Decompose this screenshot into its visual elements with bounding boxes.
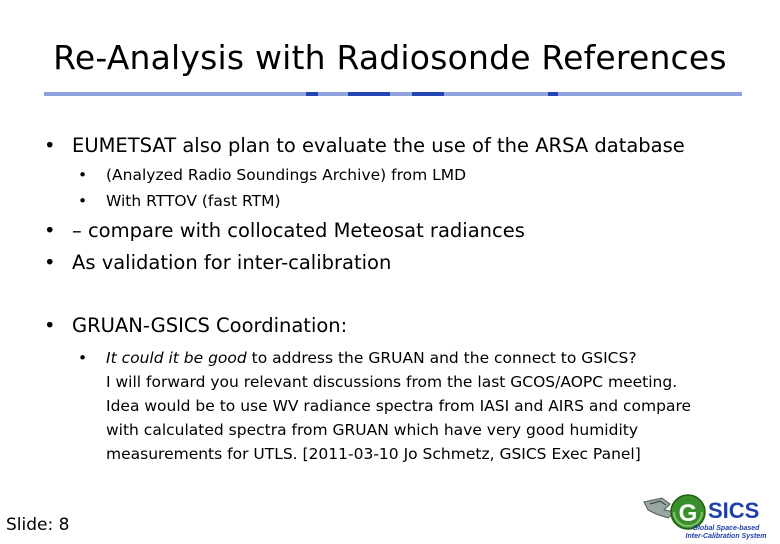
bullet-dot: • bbox=[44, 219, 56, 242]
bullet-text: EUMETSAT also plan to evaluate the use of the ARSA database bbox=[72, 134, 685, 157]
quote-line-4: with calculated spectra from GRUAN which have very good humidity bbox=[106, 421, 639, 439]
bullet-text: – compare with collocated Meteosat radiances bbox=[72, 219, 525, 242]
slide-number: Slide: 8 bbox=[6, 515, 70, 535]
quote-line-3: Idea would be to use WV radiance spectra from IASI and AIRS and compare bbox=[106, 397, 692, 415]
bullet-dot: • bbox=[44, 251, 56, 274]
quote-italic: It could it be good bbox=[106, 349, 247, 367]
logo-tagline-2: Inter-Calibration System bbox=[685, 533, 767, 540]
quote-line-2: I will forward you relevant discussions from the last GCOS/AOPC meeting. bbox=[106, 373, 678, 391]
slide-title: Re-Analysis with Radiosonde References bbox=[53, 38, 727, 77]
bullet-dot: • bbox=[78, 166, 88, 184]
bullet-dot: • bbox=[44, 314, 56, 337]
bullet-text: (Analyzed Radio Soundings Archive) from LMD bbox=[106, 166, 467, 184]
quote-line-1 bbox=[106, 346, 746, 370]
quote-paragraph bbox=[78, 346, 746, 466]
logo-tagline-1: Global Space-based bbox=[692, 525, 760, 532]
quote-line-5: measurements for UTLS. [2011-03-10 Jo Schmetz, GSICS Exec Panel] bbox=[106, 445, 641, 463]
title-rule bbox=[44, 92, 742, 98]
bullet-dot: • bbox=[78, 349, 88, 367]
quote-line-1-rest: to address the GRUAN and the connect to GSICS? bbox=[246, 349, 637, 367]
logo-initial: G bbox=[678, 500, 698, 527]
logo-wordmark: SICS bbox=[708, 498, 760, 523]
bullet-text: As validation for inter-calibration bbox=[72, 251, 392, 274]
bullet-text: GRUAN-GSICS Coordination: bbox=[72, 314, 348, 337]
gsics-logo bbox=[640, 488, 780, 540]
bullet-dot: • bbox=[44, 134, 56, 157]
bullet-text: With RTTOV (fast RTM) bbox=[106, 192, 281, 210]
bullet-dot: • bbox=[78, 192, 88, 210]
